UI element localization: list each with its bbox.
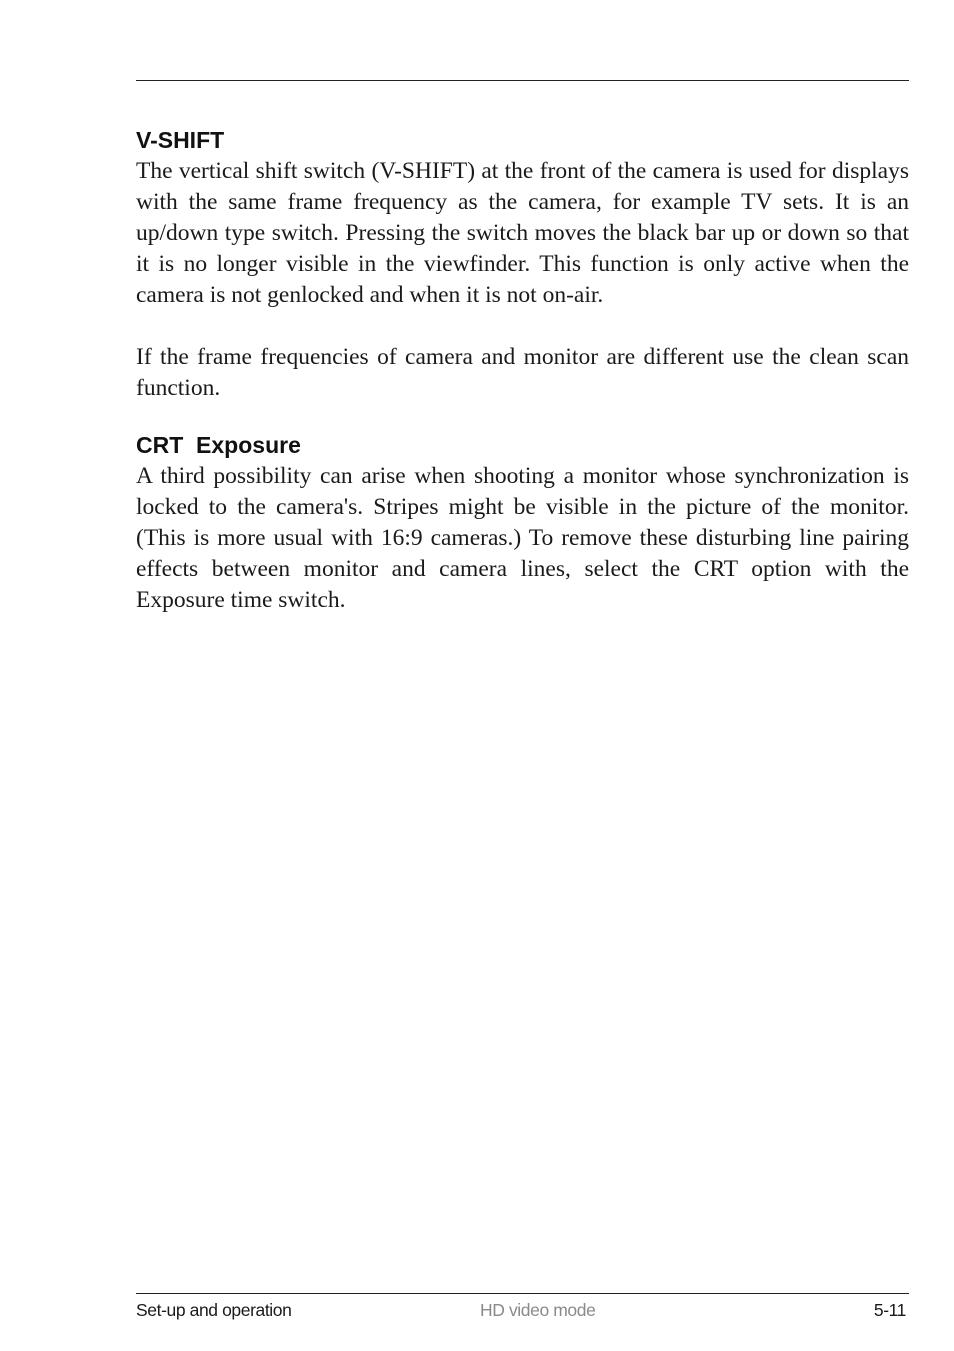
footer-chapter-title: Set-up and operation <box>136 1300 292 1320</box>
page-content <box>136 124 909 616</box>
body-paragraph: If the frame frequencies of camera and monitor are different use the clean scan function. <box>136 344 909 401</box>
section-heading: V-SHIFT <box>136 127 225 153</box>
section-crt-exposure <box>136 429 909 616</box>
footer-rule <box>136 1293 909 1294</box>
body-paragraph: A third possibility can arise when shooting a monitor whose synchronization is locked to the camera's. Stripes might be visible in the picture of the monitor. (This is more usual with 16:9 cameras.) To remove these disturbing line pairing effects between monitor and camera lines, select the CRT option with the Exposure time switch. <box>136 463 909 613</box>
body-paragraph: The vertical shift switch (V-SHIFT) at the front of the camera is used for displays with the same frame frequency as the camera, for example TV sets. It is an up/down type switch. Pressing the switch moves the black bar up or down so that it is no longer visible in the viewfinder. This function is only active when the camera is not genlocked and when it is not on-air. <box>136 158 909 308</box>
footer-section-title: HD video mode <box>480 1300 596 1320</box>
section-heading: CRT Exposure <box>136 432 301 458</box>
header-rule <box>136 80 909 81</box>
page-number: 5-11 <box>873 1300 906 1320</box>
section-v-shift <box>136 124 909 404</box>
